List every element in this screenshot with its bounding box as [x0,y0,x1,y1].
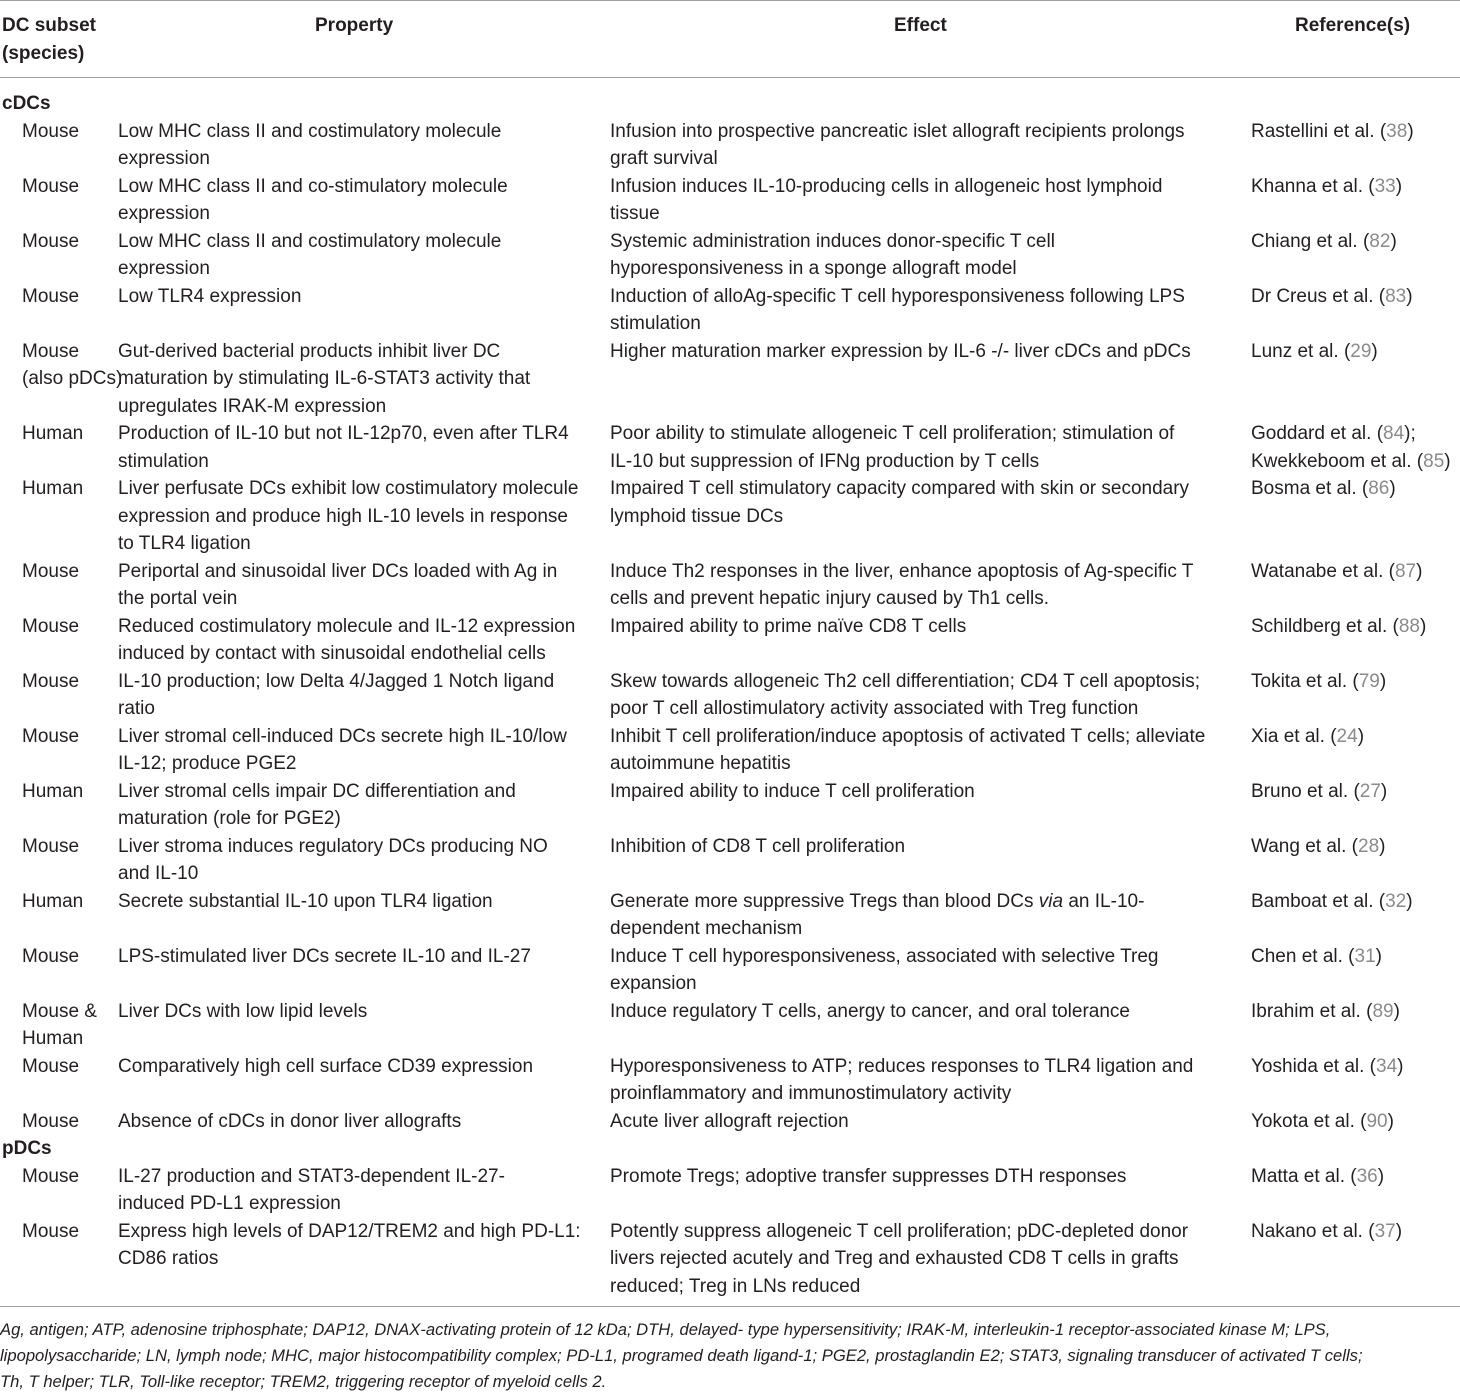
cell-species: Mouse [22,725,80,747]
reference-entry[interactable]: Goddard et al. (84); [1251,423,1416,444]
reference-number-link: 87 [1394,560,1417,582]
cell-effect: Induce regulatory T cells, anergy to cancer, and oral tolerance [610,1000,1130,1022]
cell-property: IL-27 production and STAT3-dependent IL-27- induced PD-L1 expression [118,1165,505,1214]
cell-species: Mouse [22,285,80,307]
reference-entry[interactable]: Schildberg et al. (88) [1251,615,1427,637]
cell-species: Mouse [22,670,80,692]
reference-entry[interactable]: Chen et al. (31) [1251,945,1382,967]
cell-property: IL-10 production; low Delta 4/Jagged 1 Notch ligand ratio [118,670,555,719]
cell-property: Low MHC class II and costimulatory molecule expression [118,230,502,279]
cell-references [1251,1108,1394,1136]
reference-entry[interactable]: Lunz et al. (29) [1251,340,1378,362]
cell-effect: Poor ability to stimulate allogeneic T cell proliferation; stimulation of IL-10 but suppression of IFNg production by T cells [610,423,1175,472]
cell-species: Mouse & Human [22,1000,97,1049]
reference-entry[interactable]: Ibrahim et al. (89) [1251,1000,1400,1022]
header-references: Reference(s) [1295,15,1411,36]
cell-species: Mouse [22,560,80,582]
reference-number-link: 28 [1358,835,1380,857]
cell-effect: Induction of alloAg-specific T cell hyporesponsiveness following LPS stimulation [610,285,1185,334]
cell-species: Mouse (also pDCs) [22,340,123,389]
reference-entry[interactable]: Yoshida et al. (34) [1251,1055,1404,1077]
reference-entry[interactable]: Yokota et al. (90) [1251,1110,1394,1132]
reference-number-link: 36 [1356,1165,1378,1187]
cell-references [1251,613,1426,641]
table-top-rule [0,0,1460,1]
cell-property: Comparatively high cell surface CD39 expression [118,1055,534,1077]
reference-number-link: 85 [1423,450,1445,472]
cell-effect: Inhibition of CD8 T cell proliferation [610,835,906,857]
cell-property: LPS-stimulated liver DCs secrete IL-10 and IL-27 [118,945,531,967]
cell-effect: Generate more suppressive Tregs than blood DCs via an IL-10- dependent mechanism [610,890,1145,939]
cell-property: Liver stromal cells impair DC differentiation and maturation (role for PGE2) [118,780,516,829]
reference-number-link: 27 [1359,780,1381,802]
cell-references [1251,228,1397,256]
cell-effect: Infusion induces IL-10-producing cells in allogeneic host lymphoid tissue [610,175,1163,224]
reference-entry[interactable]: Chiang et al. (82) [1251,230,1397,252]
cell-references [1251,558,1422,586]
cell-property: Absence of cDCs in donor liver allografts [118,1110,462,1132]
reference-entry[interactable]: Kwekkeboom et al. (85) [1251,450,1451,472]
cell-references [1251,943,1382,971]
cell-effect: Acute liver allograft rejection [610,1110,849,1132]
cell-property: Low MHC class II and co-stimulatory molecule expression [118,175,508,224]
reference-entry[interactable]: Watanabe et al. (87) [1251,560,1423,582]
cell-effect: Hyporesponsiveness to ATP; reduces responses to TLR4 ligation and proinflammatory and immunostimulatory activity [610,1055,1194,1104]
cell-property: Liver DCs with low lipid levels [118,1000,368,1022]
reference-number-link: 79 [1358,670,1380,692]
cell-effect: Impaired ability to induce T cell proliferation [610,780,975,802]
cell-property: Express high levels of DAP12/TREM2 and high PD-L1: CD86 ratios [118,1220,581,1269]
cell-property: Production of IL-10 but not IL-12p70, even after TLR4 stimulation [118,423,569,472]
header-dc-subset: DC subset (species) [2,15,96,64]
cell-species: Human [22,478,84,499]
reference-number-link: 83 [1385,285,1407,307]
reference-number-link: 89 [1372,1000,1394,1022]
reference-entry[interactable]: Bamboat et al. (32) [1251,890,1413,912]
header-property: Property [315,15,394,36]
cell-species: Mouse [22,1055,80,1077]
reference-entry[interactable]: Nakano et al. (37) [1251,1220,1403,1242]
cell-species: Human [22,423,84,444]
cell-property: Secrete substantial IL-10 upon TLR4 ligation [118,890,493,912]
cell-property: Low MHC class II and costimulatory molecule expression [118,120,502,169]
reference-number-link: 37 [1374,1220,1396,1242]
reference-number-link: 32 [1385,890,1407,912]
header-rule [0,77,1460,78]
cell-references [1251,283,1413,311]
cell-property: Periportal and sinusoidal liver DCs loaded with Ag in the portal vein [118,560,558,609]
cell-references [1251,338,1378,366]
reference-entry[interactable]: Khanna et al. (33) [1251,175,1403,197]
cell-species: Mouse [22,1110,80,1132]
cell-property: Liver stroma induces regulatory DCs producing NO and IL-10 [118,835,548,884]
reference-entry[interactable]: Wang et al. (28) [1251,835,1386,857]
cell-references [1251,173,1402,201]
cell-species: Mouse [22,1165,80,1187]
reference-number-link: 86 [1368,478,1390,499]
cell-species: Mouse [22,945,80,967]
cell-property: Gut-derived bacterial products inhibit liver DC maturation by stimulating IL-6-STAT3 activity that upregulates IRAK-M expression [118,340,531,417]
cell-species: Mouse [22,120,80,142]
reference-number-link: 31 [1354,945,1376,967]
cell-effect: Induce Th2 responses in the liver, enhance apoptosis of Ag-specific T cells and prevent hepatic injury caused by Th1 cells. [610,560,1194,609]
cell-effect: Promote Tregs; adoptive transfer suppresses DTH responses [610,1165,1127,1187]
cell-effect: Impaired T cell stimulatory capacity compared with skin or secondary lymphoid tissue DCs [610,478,1190,527]
cell-species: Mouse [22,230,80,252]
reference-number-link: 82 [1369,230,1391,252]
cell-references [1251,1163,1384,1191]
reference-entry[interactable]: Xia et al. (24) [1251,725,1365,747]
section-label: cDCs [2,93,51,114]
cell-property: Liver perfusate DCs exhibit low costimulatory molecule expression and produce high IL-10 levels in response to TLR4 ligation [118,478,579,554]
cell-references [1251,420,1451,475]
table-footnote: Ag, antigen; ATP, adenosine triphosphate; DAP12, DNAX-activating protein of 12 kDa; DTH, delayed- type hypersensitivity; IRAK-M, interleukin-1 receptor-associated kinase M; LPS, lipopolysaccharide; LN, lymph node; MHC, major histocompatibility complex; PD-L1, programed death ligand-1; PGE2, prostaglandin E2; STAT3, signaling transducer of activated T cells; Th, T helper; TLR, Toll-like receptor; TREM2, triggering receptor of myeloid cells 2. [0,1320,1363,1391]
cell-effect: Induce T cell hyporesponsiveness, associated with selective Treg expansion [610,945,1159,994]
cell-species: Human [22,780,84,802]
cell-species: Mouse [22,1220,80,1242]
reference-number-link: 34 [1376,1055,1398,1077]
cell-references [1251,118,1414,146]
cell-species: Human [22,890,84,912]
reference-number-link: 90 [1366,1110,1388,1132]
reference-number-link: 84 [1383,423,1405,444]
cell-property: Reduced costimulatory molecule and IL-12 expression induced by contact with sinusoidal endothelial cells [118,615,576,664]
reference-entry[interactable]: Dr Creus et al. (83) [1251,285,1413,307]
cell-references [1251,668,1386,696]
cell-species: Mouse [22,615,80,637]
cell-references [1251,888,1413,916]
reference-entry[interactable]: Bosma et al. (86) [1251,478,1396,499]
section-label: pDCs [2,1138,52,1159]
cell-species: Mouse [22,835,80,857]
cell-references [1251,1218,1402,1246]
cell-effect: Higher maturation marker expression by IL-6 -/- liver cDCs and pDCs [610,340,1191,362]
cell-references [1251,833,1385,861]
cell-effect: Impaired ability to prime naïve CD8 T cells [610,615,967,637]
cell-references [1251,723,1364,751]
reference-entry[interactable]: Matta et al. (36) [1251,1165,1385,1187]
reference-number-link: 29 [1350,340,1372,362]
reference-entry[interactable]: Rastellini et al. (38) [1251,120,1414,142]
cell-references [1251,778,1387,806]
cell-property: Low TLR4 expression [118,285,302,307]
header-effect: Effect [894,15,947,36]
cell-effect: Skew towards allogeneic Th2 cell differentiation; CD4 T cell apoptosis; poor T cell allostimulatory activity associated with Treg function [610,670,1201,719]
cell-species: Mouse [22,175,80,197]
cell-references [1251,1053,1403,1081]
cell-effect: Infusion into prospective pancreatic islet allograft recipients prolongs graft survival [610,120,1185,169]
reference-entry[interactable]: Bruno et al. (27) [1251,780,1388,802]
reference-number-link: 88 [1398,615,1420,637]
cell-property: Liver stromal cell-induced DCs secrete high IL-10/low IL-12; produce PGE2 [118,725,567,774]
table-bottom-rule [0,1306,1460,1307]
reference-number-link: 24 [1336,725,1358,747]
cell-effect: Systemic administration induces donor-specific T cell hyporesponsiveness in a sponge allograft model [610,230,1055,279]
reference-entry[interactable]: Tokita et al. (79) [1251,670,1387,692]
reference-number-link: 38 [1386,120,1408,142]
cell-references [1251,475,1396,503]
cell-effect: Inhibit T cell proliferation/induce apoptosis of activated T cells; alleviate autoimmune hepatitis [610,725,1206,774]
reference-number-link: 33 [1374,175,1396,197]
cell-effect: Potently suppress allogeneic T cell proliferation; pDC-depleted donor livers rejected acutely and Treg and exhausted CD8 T cells in grafts reduced; Treg in LNs reduced [610,1220,1189,1297]
cell-references [1251,998,1400,1026]
